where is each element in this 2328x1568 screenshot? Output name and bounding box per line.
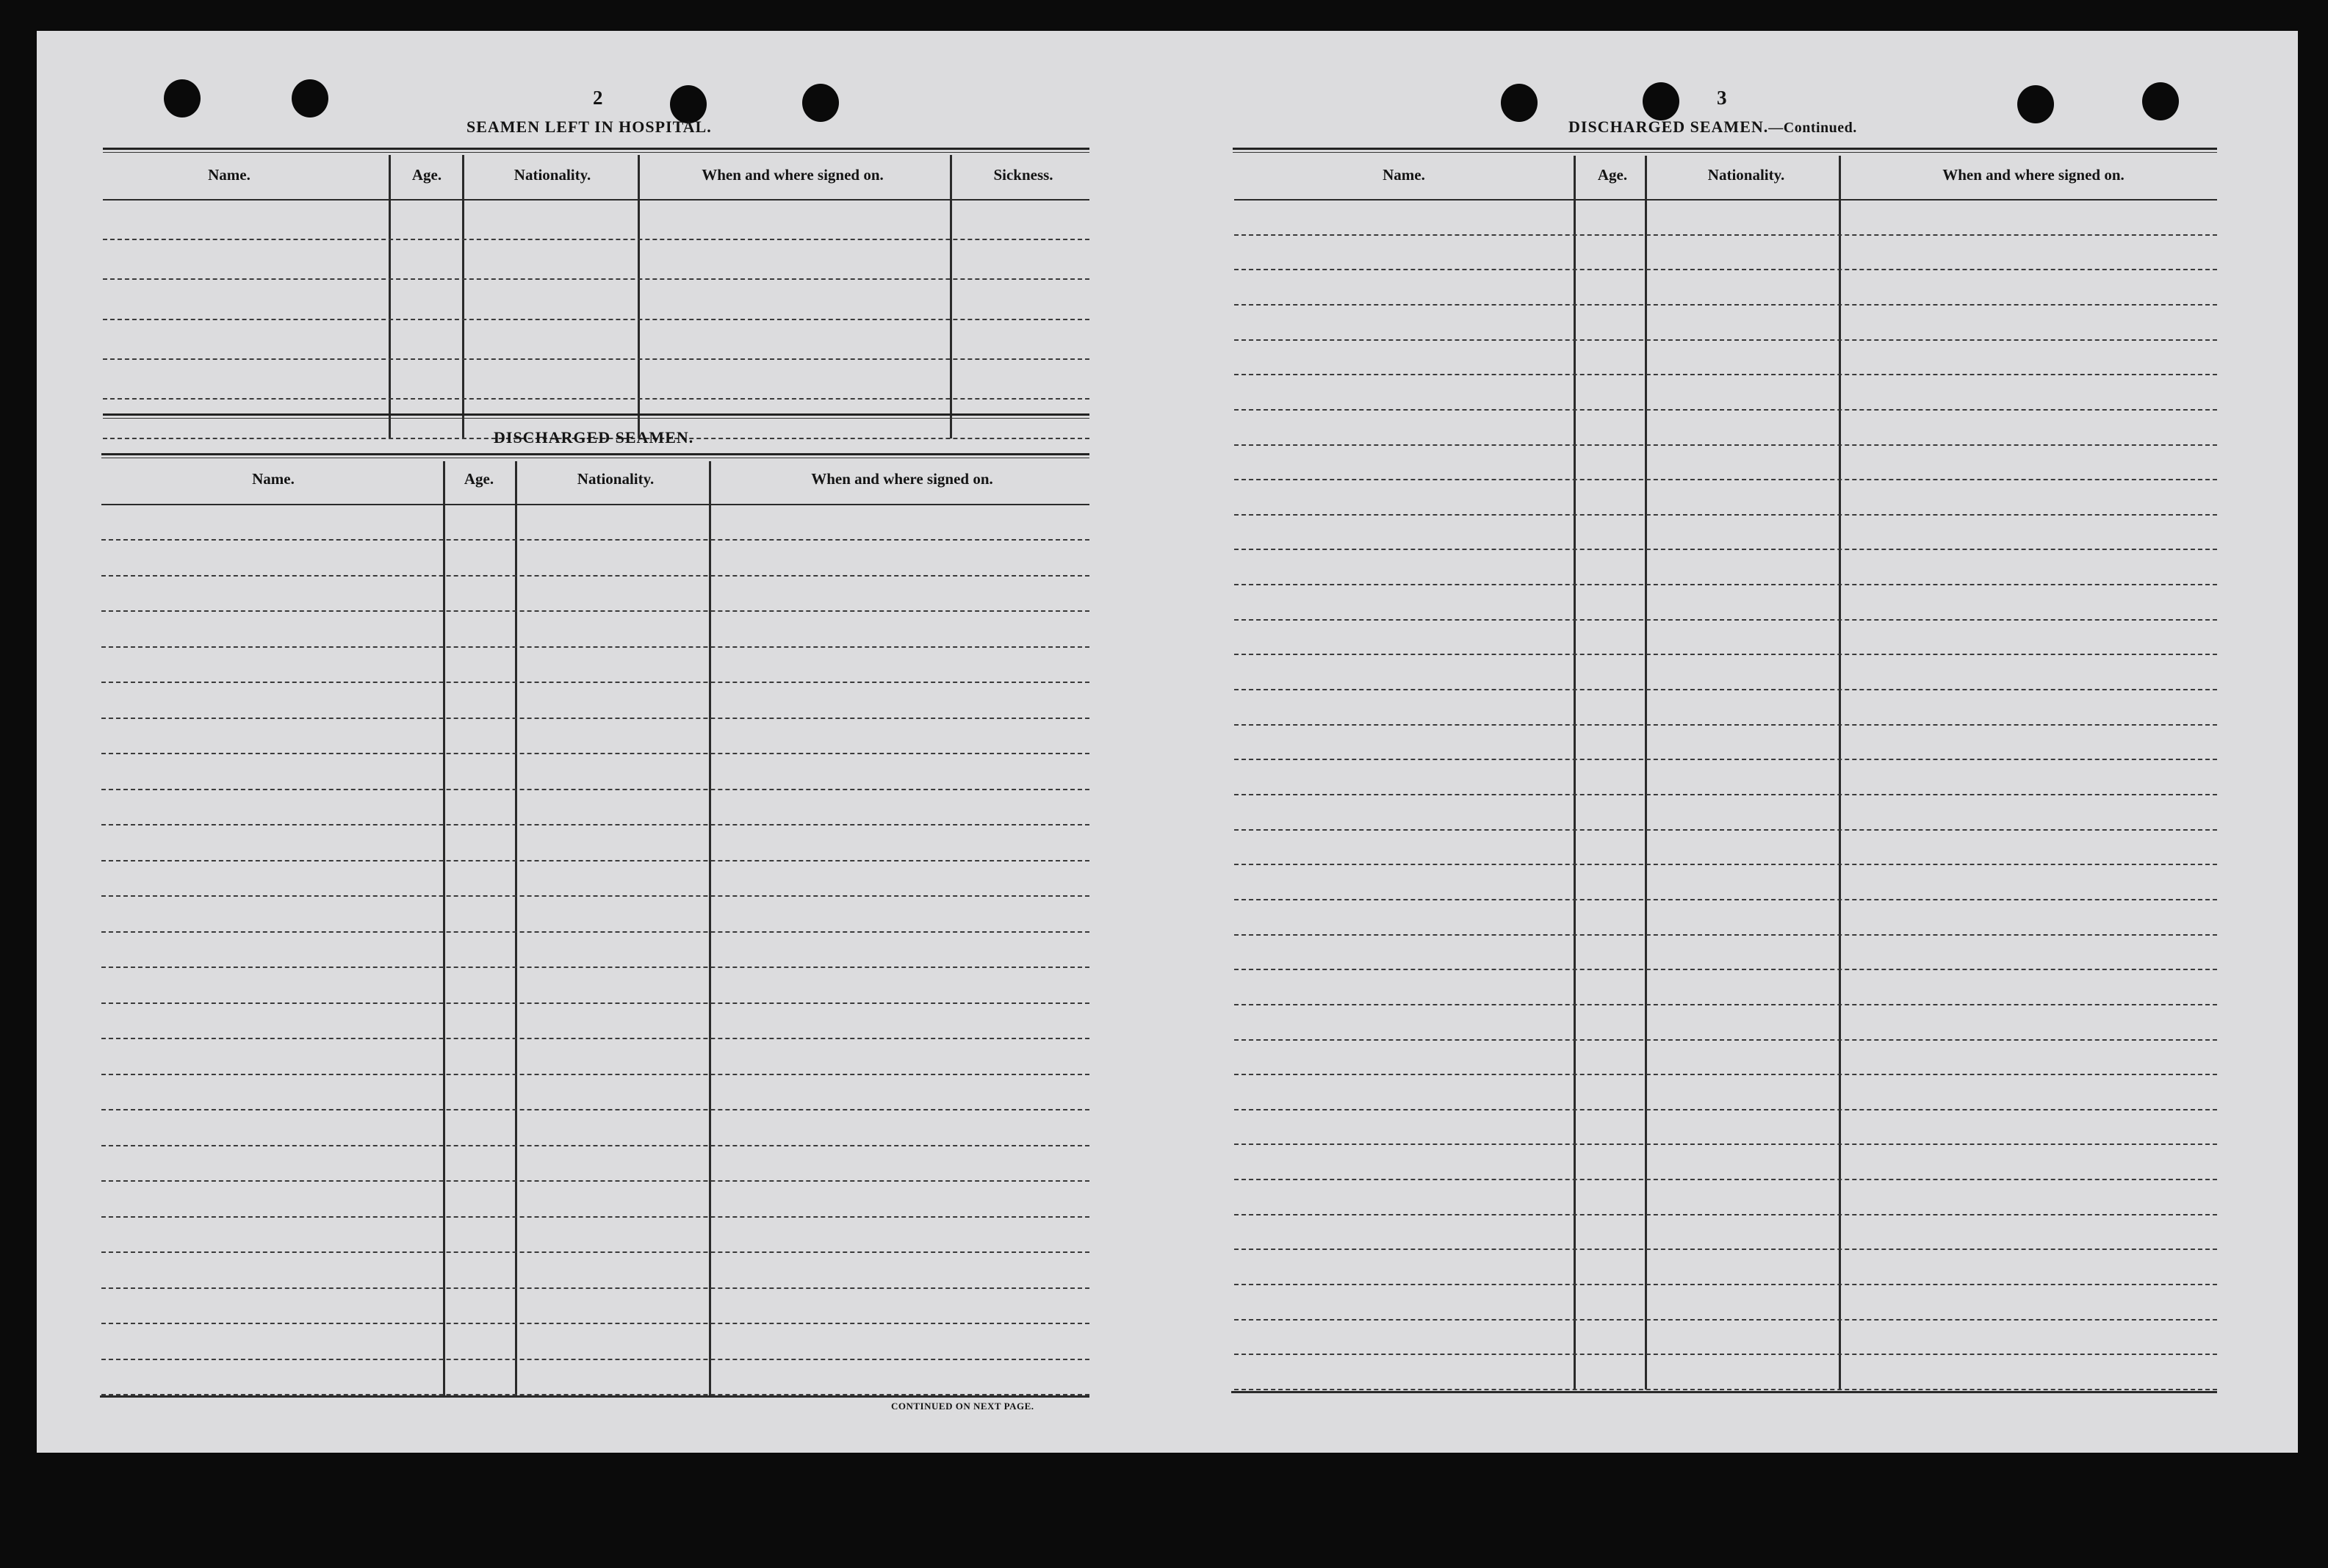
row-rule	[101, 539, 1089, 541]
row-rule	[101, 646, 1089, 648]
row-rule	[1234, 829, 2217, 831]
discharged-continued-title	[1568, 118, 1857, 137]
row-rule	[101, 1216, 1089, 1218]
continued-note: CONTINUED ON NEXT PAGE.	[891, 1401, 1034, 1412]
col-header-when-where: When and where signed on.	[1942, 166, 2125, 184]
row-rule	[1234, 899, 2217, 900]
col-header-age: Age.	[411, 166, 442, 184]
row-rule	[103, 358, 1089, 360]
row-rule	[1234, 549, 2217, 550]
col-header-age: Age.	[1597, 166, 1628, 184]
row-rule	[101, 1359, 1089, 1360]
punch-hole	[1643, 82, 1679, 120]
row-rule	[101, 718, 1089, 719]
row-rule	[101, 895, 1089, 897]
row-rule	[1234, 339, 2217, 341]
row-rule	[101, 575, 1089, 577]
page-number: 2	[593, 87, 603, 109]
row-rule	[1234, 234, 2217, 236]
col-header-name: Name.	[208, 166, 251, 184]
row-rule	[1234, 934, 2217, 936]
row-rule	[1234, 409, 2217, 411]
row-rule	[1234, 1004, 2217, 1005]
row-rule	[1234, 1249, 2217, 1250]
punch-hole	[802, 84, 839, 122]
col-header-when-where: When and where signed on.	[811, 470, 993, 488]
row-rule	[1234, 969, 2217, 970]
row-rule	[101, 1180, 1089, 1182]
row-rule	[1234, 1214, 2217, 1215]
row-rule	[101, 610, 1089, 612]
row-rule	[101, 860, 1089, 861]
table-bottom-rule	[100, 1395, 1089, 1398]
row-rule	[1234, 619, 2217, 621]
row-rule	[101, 1074, 1089, 1075]
table-bottom-rule	[1231, 1391, 2217, 1393]
row-rule	[1234, 1074, 2217, 1075]
row-rule	[1234, 374, 2217, 375]
row-rule	[1234, 689, 2217, 690]
table-top-rule	[103, 148, 1089, 150]
row-rule	[1234, 584, 2217, 585]
col-header-nationality: Nationality.	[513, 166, 591, 184]
discharged-continued-rows	[1234, 199, 2217, 1389]
row-rule	[1234, 1389, 2217, 1390]
row-rule	[101, 967, 1089, 968]
row-rule	[101, 1002, 1089, 1004]
row-rule	[101, 931, 1089, 933]
row-rule	[101, 1251, 1089, 1253]
row-rule	[1234, 724, 2217, 726]
row-rule	[103, 278, 1089, 280]
row-rule	[1234, 444, 2217, 446]
discharged-section-title: DISCHARGED SEAMEN.	[494, 428, 694, 447]
row-rule	[1234, 1179, 2217, 1180]
col-header-nationality: Nationality.	[577, 470, 655, 488]
hospital-rows	[103, 199, 1089, 438]
punch-hole	[164, 79, 201, 118]
row-rule	[1234, 514, 2217, 516]
row-rule	[1234, 304, 2217, 306]
row-rule	[1234, 864, 2217, 865]
col-header-sickness: Sickness.	[993, 166, 1053, 184]
row-rule	[1234, 1284, 2217, 1285]
discharged-rows	[101, 504, 1089, 1394]
row-rule	[103, 319, 1089, 320]
row-rule	[101, 824, 1089, 825]
section-divider-rule	[103, 413, 1089, 416]
row-rule	[1234, 269, 2217, 270]
col-header-name: Name.	[1383, 166, 1425, 184]
row-rule	[101, 789, 1089, 790]
row-rule	[101, 1323, 1089, 1324]
col-header-name: Name.	[252, 470, 295, 488]
row-rule	[1234, 794, 2217, 795]
col-header-age: Age.	[464, 470, 494, 488]
row-rule	[101, 1287, 1089, 1289]
row-rule	[1234, 1144, 2217, 1145]
row-rule	[1234, 479, 2217, 480]
col-header-nationality: Nationality.	[1707, 166, 1785, 184]
punch-hole	[2017, 85, 2054, 123]
row-rule	[103, 398, 1089, 400]
row-rule	[101, 1038, 1089, 1039]
row-rule	[101, 1109, 1089, 1110]
row-rule	[1234, 1109, 2217, 1110]
title-main: DISCHARGED SEAMEN.	[1568, 118, 1769, 136]
page-number: 3	[1717, 87, 1727, 109]
row-rule	[101, 1145, 1089, 1146]
table-top-rule	[101, 453, 1089, 455]
row-rule	[1234, 1354, 2217, 1355]
punch-hole	[2142, 82, 2179, 120]
row-rule	[1234, 1039, 2217, 1041]
punch-hole	[292, 79, 328, 118]
hospital-section-title: SEAMEN LEFT IN HOSPITAL.	[466, 118, 712, 136]
table-top-rule	[1233, 148, 2217, 150]
title-suffix: —Continued.	[1768, 120, 1857, 136]
row-rule	[1234, 759, 2217, 760]
row-rule	[103, 239, 1089, 240]
form-sheet	[37, 31, 2298, 1453]
row-rule	[1234, 1319, 2217, 1320]
row-rule	[101, 753, 1089, 754]
col-header-when-where: When and where signed on.	[702, 166, 884, 184]
punch-hole	[1501, 84, 1538, 122]
row-rule	[1234, 654, 2217, 655]
row-rule	[101, 682, 1089, 683]
